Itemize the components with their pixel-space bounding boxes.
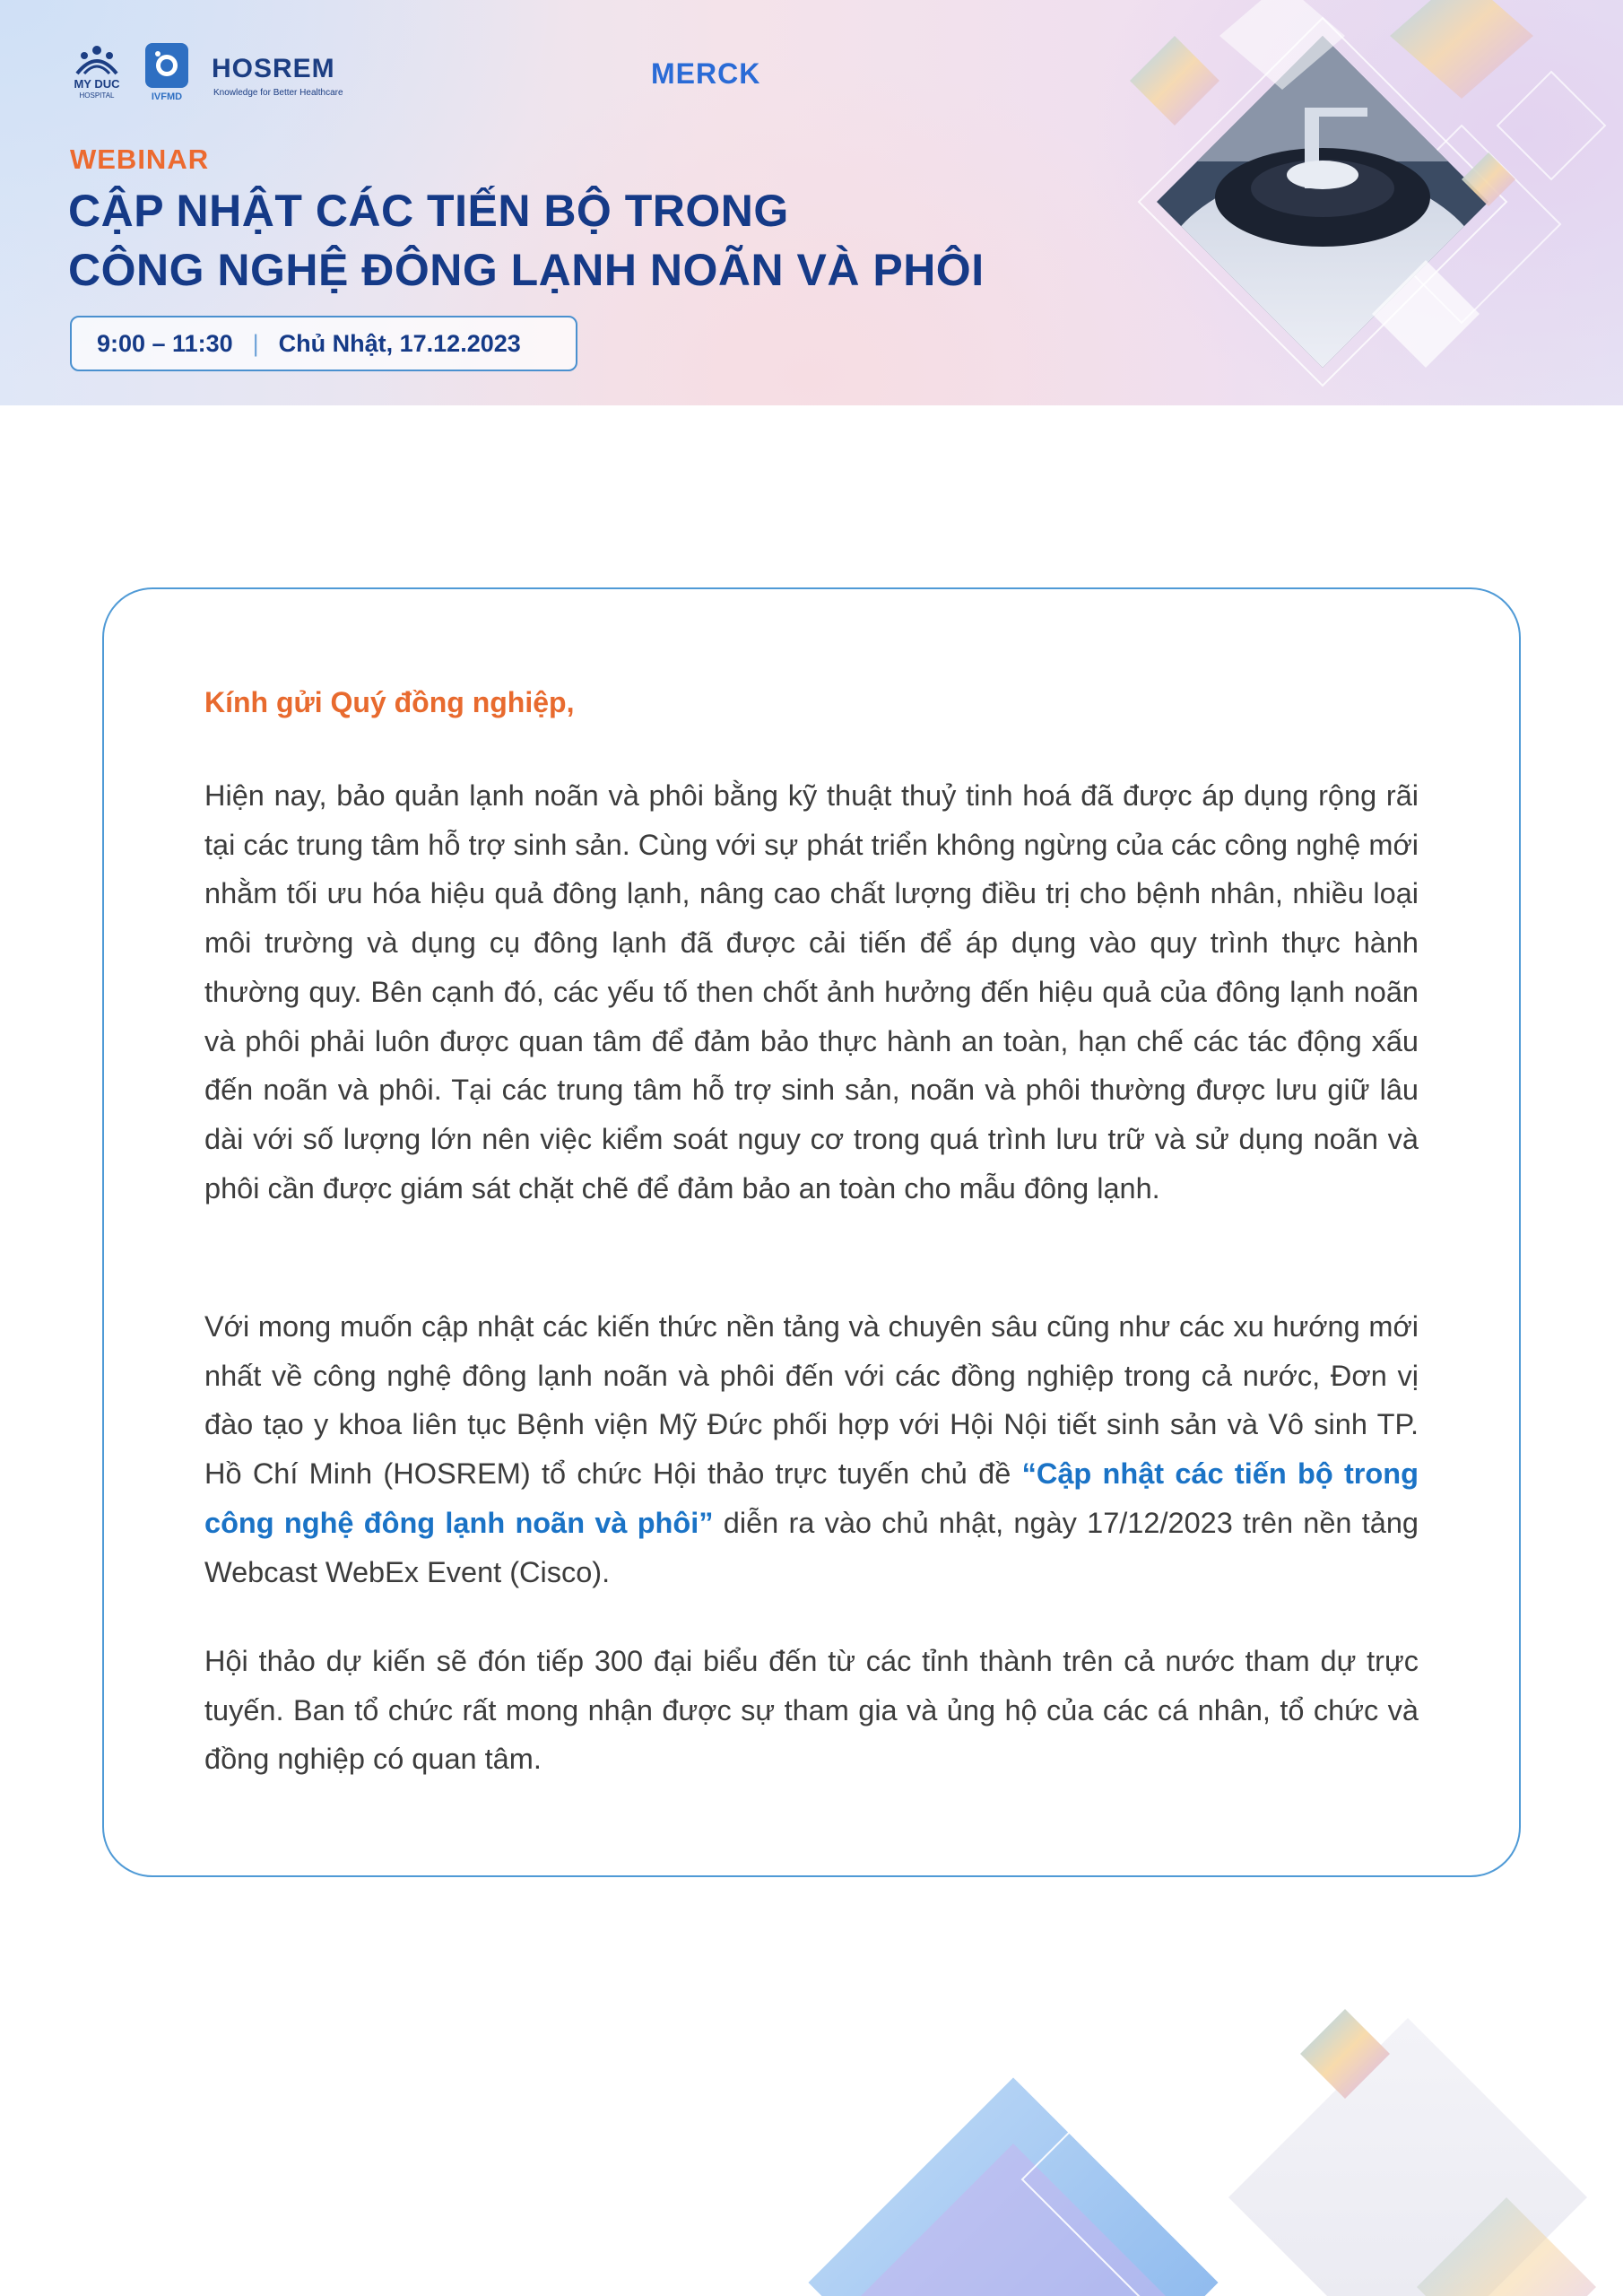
my-duc-sub-label: HOSPITAL [79, 91, 115, 100]
cryo-tank-photo-art [1103, 0, 1623, 405]
my-duc-hospital-logo [68, 43, 126, 100]
title-line-2: CÔNG NGHỆ ĐÔNG LẠNH NOÃN VÀ PHÔI [68, 245, 985, 295]
merck-logo: MERCK [651, 57, 761, 90]
paragraph-2-intro: Với mong muốn cập nhật các kiến thức nền tảng và chuyên sâu cũng như các xu hướng mới nhất về công nghệ đông lạnh noãn và phôi đến với các đồng nghiệp trong cả nước, Đơn vị đào tạo y khoa liên tục Bệnh viện Mỹ Đức phối hợp với Hội Nội tiết sinh sản và Vô sinh TP. Hồ Chí Minh (HOSREM) tổ chức Hội thảo trực tuyến chủ đề [204, 1310, 1419, 1491]
ivfmd-label: IVFMD [151, 91, 183, 102]
date-time-box [70, 316, 577, 371]
ivfmd-logo [145, 43, 188, 102]
paragraph-1: Hiện nay, bảo quản lạnh noãn và phôi bằng kỹ thuật thuỷ tinh hoá đã được áp dụng rộng rãi tại các trung tâm hỗ trợ sinh sản. Cùng với sự phát triển không ngừng của các công nghệ mới nhằm tối ưu hóa hiệu quả đông lạnh, nâng cao chất lượng điều trị cho bệnh nhân, nhiều loại môi trường và dụng cụ đông lạnh đã được cải tiến để áp dụng vào quy trình thực hành thường quy. Bên cạnh đó, các yếu tố then chốt ảnh hưởng đến hiệu quả của đông lạnh noãn và phôi phải luôn được quan tâm để đảm bảo thực hành an toàn, hạn chế các tác động xấu đến noãn và phôi. Tại các trung tâm hỗ trợ sinh sản, noãn và phôi thường được lưu giữ lâu dài với số lượng lớn nên việc kiểm soát nguy cơ trong quá trình lưu trữ và sử dụng noãn và phôi cần được giám sát chặt chẽ để đảm bảo an toàn cho mẫu đông lạnh. [204, 779, 1419, 1205]
hosrem-logo [212, 54, 364, 100]
header-banner [0, 0, 1623, 405]
webinar-topic-highlight: “Cập nhật các tiến bộ trong công nghệ đông lạnh noãn và phôi” [204, 1457, 1419, 1539]
paragraph-2-outro: diễn ra vào chủ nhật, ngày 17/12/2023 trên nền tảng Webcast WebEx Event (Cisco). [204, 1506, 1419, 1588]
my-duc-label: MY DUC [74, 77, 120, 91]
event-time: 9:00 – 11:30 [97, 329, 233, 357]
date-separator: | [252, 329, 259, 357]
webinar-label: WEBINAR [70, 144, 210, 175]
salutation: Kính gửi Quý đồng nghiệp, [204, 686, 575, 718]
hosrem-name: HOSREM [212, 54, 335, 83]
hosrem-tagline: Knowledge for Better Healthcare [213, 88, 343, 98]
paragraph-3: Hội thảo dự kiến sẽ đón tiếp 300 đại biểu đến từ các tỉnh thành trên cả nước tham dự trực tuyến. Ban tổ chức rất mong nhận được sự tham gia và ủng hộ của các cá nhân, tổ chức và đồng nghiệp có quan tâm. [204, 1645, 1419, 1776]
footer-decoration [717, 1973, 1623, 2296]
title-line-1: CẬP NHẬT CÁC TIẾN BỘ TRONG [68, 186, 789, 236]
paragraph-2 [204, 1302, 1419, 1596]
event-date: Chủ Nhật, 17.12.2023 [278, 329, 521, 357]
